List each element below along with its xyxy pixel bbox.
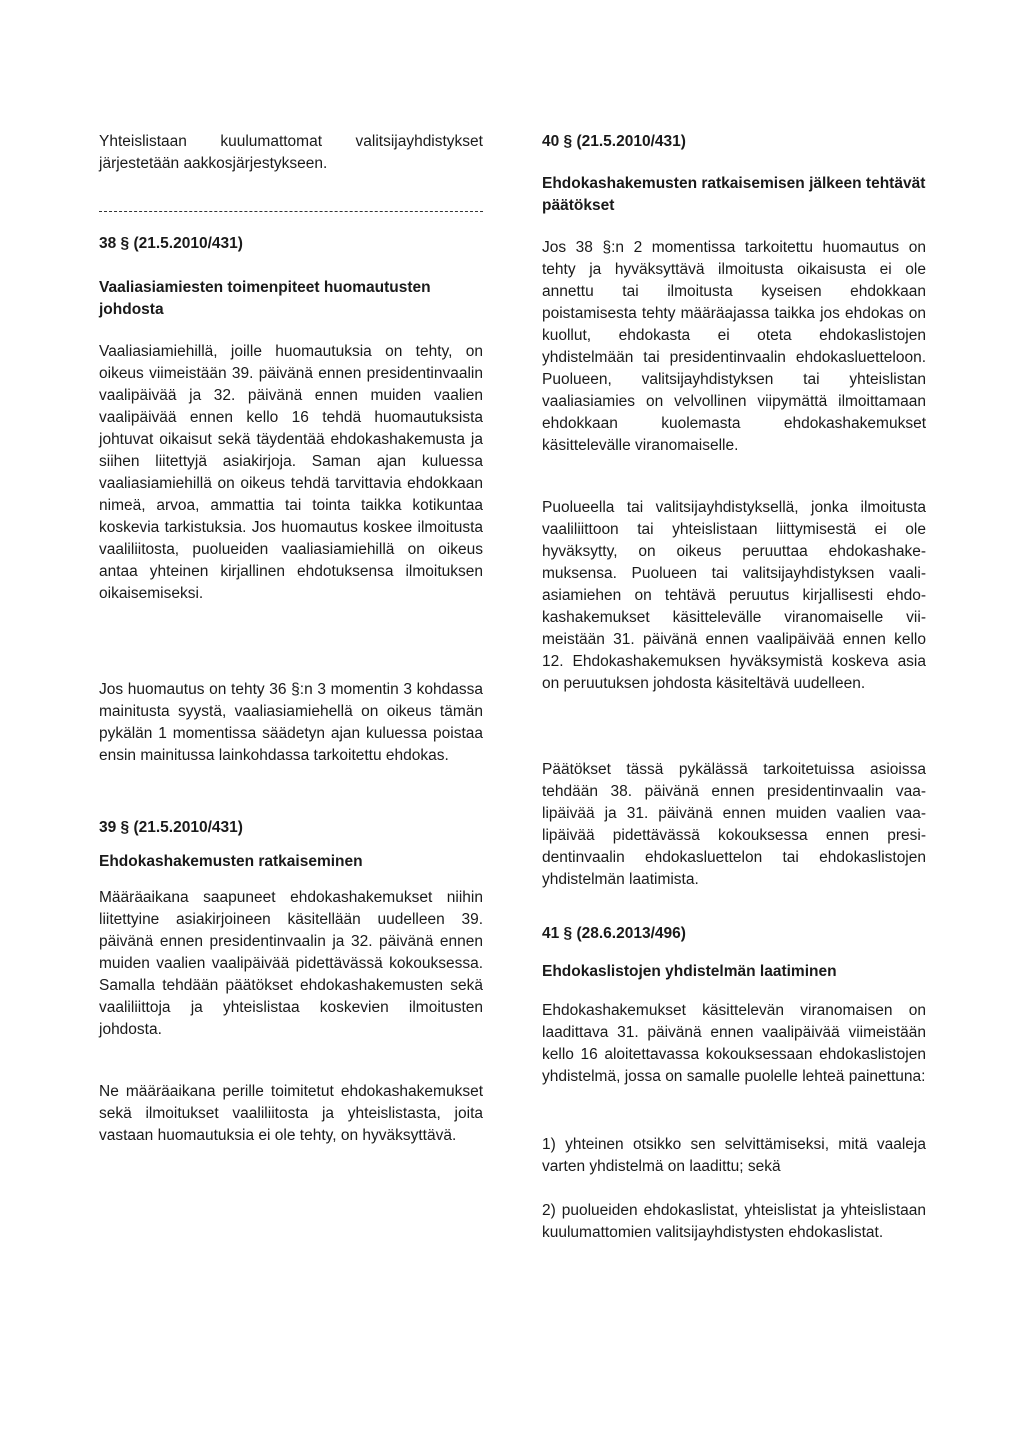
section-39-title: Ehdokashakemusten ratkaiseminen bbox=[99, 853, 363, 870]
section-38-heading: 38 § (21.5.2010/431) bbox=[99, 235, 243, 252]
section-40-paragraph-2: Puolueella tai valitsijayhdistyksellä, jonka ilmoitusta vaaliliittoon tai yhteislistaan liittymisestä ei ole hyväksytty, on oikeus peruuttaa ehdokashakemuksensa. Puolueen tai valitsijayhdistyksen vaaliasiamiehen on tehtävä peruutus kirjallisesti ehdokashakemukset käsittelevälle viranomaiselle viimeistään 31. päivänä ennen vaalipäivää ennen kello 12. Ehdokashakemuksen hyväksymistä koskeva asia on peruutuksen johdosta käsiteltävä uudelleen. bbox=[542, 499, 926, 692]
section-41-title: Ehdokaslistojen yhdistelmän laatiminen bbox=[542, 963, 837, 980]
section-41-heading: 41 § (28.6.2013/496) bbox=[542, 925, 686, 942]
section-39-paragraph-2: Ne määräaikana perille toimitetut ehdokashakemukset sekä ilmoitukset vaaliliitosta ja yhteislistasta, joita vastaan huomautuksia ei ole tehty, on hyväksyttävä. bbox=[99, 1083, 483, 1144]
dashed-separator bbox=[99, 211, 483, 212]
section-38-paragraph-1: Vaaliasiamiehillä, joille huomautuksia on tehty, on oikeus viimeistään 39. päivänä ennen presidentinvaalin vaalipäivää ja 32. päivänä ennen muiden vaalien vaalipäivää ennen kello 16 tehdä huomautuksista johtuvat oikaisut sekä täydentää ehdokashakemusta ja siihen liitettyjä asiakirjoja. Saman ajan kuluessa vaaliasiamiehillä on oikeus tehdä tarvittavia ehdokkaan nimeä, arvoa, ammattia tai tointa taikka kotikuntaa koskevia tarkistuksia. Jos huomautus koskee ilmoitusta vaaliliitosta, puolueiden vaaliasiamiehillä on oikeus antaa yhteinen kirjallinen ehdotuksensa ilmoituksen oikaisemiseksi. bbox=[99, 343, 483, 602]
section-41-list-item-1: 1) yhteinen otsikko sen selvittämiseksi, mitä vaaleja varten yhdistelmä on laadittu; sekä bbox=[542, 1136, 926, 1175]
section-41-paragraph-1: Ehdokashakemukset käsittelevän viranomaisen on laadittava 31. päivänä ennen vaalipäivää viimeistään kello 16 aloitettavassa kokouksessaan ehdokaslistojen yhdistelmä, jossa on samalle puolelle lehteä painettuna: bbox=[542, 1002, 926, 1085]
section-40-heading: 40 § (21.5.2010/431) bbox=[542, 133, 686, 150]
section-40-title: Ehdokashakemusten ratkaisemisen jälkeen tehtävät päätökset bbox=[542, 175, 926, 214]
section-40-paragraph-1: Jos 38 §:n 2 momentissa tarkoitettu huomautus on tehty ja hyväksyttävä ilmoitusta oikaisusta ei ole annettu tai ilmoitusta kyseisen ehdokkaan poistamisesta tehty määräajassa taikka jos ehdokas on kuollut, ehdokasta ei oteta ehdokaslistojen yhdistelmään tai presidentinvaalin ehdokasluetteloon. Puolueen, valitsijayhdistyksen tai yhteislistan vaaliasiamies on velvollinen viipymättä ilmoittamaan ehdokkaan kuolemasta ehdokashakemukset käsittelevälle viranomaiselle. bbox=[542, 239, 926, 454]
section-38-paragraph-2: Jos huomautus on tehty 36 §:n 3 momentin 3 kohdassa mainitusta syystä, vaaliasiamiehellä on oikeus tämän pykälän 1 momentissa säädetyn ajan kuluessa poistaa ensin mainitussa lainkohdassa tarkoitettu ehdokas. bbox=[99, 681, 483, 764]
section-41-list-item-2: 2) puolueiden ehdokaslistat, yhteislistat ja yhteislistaan kuulumattomien valitsijayhdistysten ehdokaslistat. bbox=[542, 1202, 926, 1241]
intro-paragraph: Yhteislistaan kuulumattomat valitsijayhdistykset järjestetään aakkosjärjestykseen. bbox=[99, 133, 483, 172]
section-39-heading: 39 § (21.5.2010/431) bbox=[99, 819, 243, 836]
section-40-paragraph-3: Päätökset tässä pykälässä tarkoitetuissa asioissa tehdään 38. päivänä ennen presidentinvaalin vaalipäivää ja 31. päivänä ennen muiden vaalien vaalipäivää pidettävässä kokouksessa ennen presidentinvaalin ehdokasluettelon tai ehdokaslistojen yhdistelmän laatimista. bbox=[542, 761, 926, 888]
section-39-paragraph-1: Määräaikana saapuneet ehdokashakemukset niihin liitettyine asiakirjoineen käsitellään uudelleen 39. päivänä ennen presidentinvaalin ja 32. päivänä ennen muiden vaalien vaalipäivää pidettävässä kokouksessa. Samalla tehdään päätökset ehdokashakemusten sekä vaaliliittoja ja yhteislistaa koskevien ilmoitusten johdosta. bbox=[99, 889, 483, 1038]
section-38-title: Vaaliasiamiesten toimenpiteet huomautusten johdosta bbox=[99, 279, 431, 318]
